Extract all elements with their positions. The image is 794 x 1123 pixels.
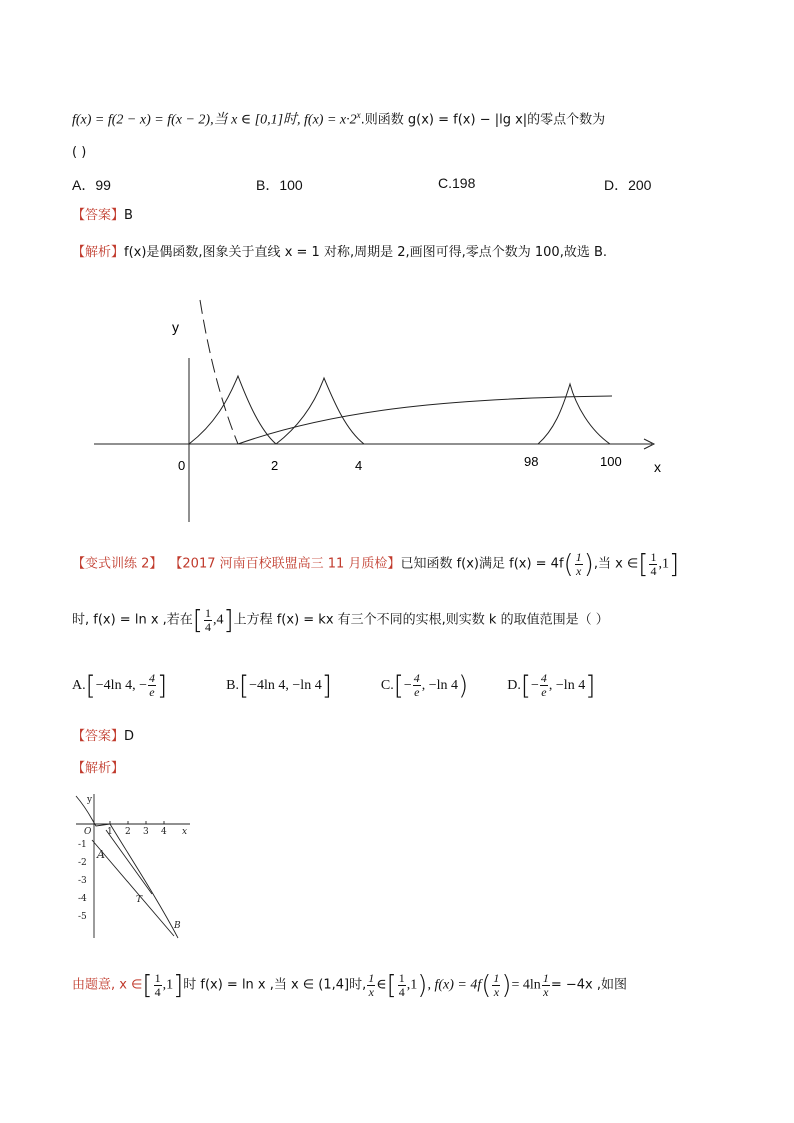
graph2-point-b: B [174, 921, 181, 931]
q2-answer-value: D [124, 729, 135, 744]
graph1-peak-3 [538, 384, 610, 444]
last-line-e: = 4ln [511, 977, 541, 993]
graph2-origin: O [84, 827, 92, 837]
graph1-y-label: y [172, 319, 179, 335]
q2-stem-a: 已知函数 f(x)满足 f(x) = 4f [400, 556, 564, 572]
q1-analysis-text: f(x)是偶函数,图象关于直线 x = 1 对称,周期是 2,画图可得,零点个数为 100,故选 B. [124, 245, 608, 260]
graph2-x-tick-2: 2 [125, 827, 131, 837]
graph2-x-tick-3: 3 [143, 827, 149, 837]
graph1-peak-2 [276, 378, 364, 444]
graph1-tick-0: 0 [178, 458, 186, 473]
q2-option-b: B.[−4ln 4, −ln 4] [226, 670, 332, 701]
last-line: 由题意, x ∈[ $\frac{1}{4}$ ,1]时 f(x) = ln x ,当 x ∈ (1,4]时, $\frac{1}{x}$ ∈[ $\frac{1}{4}$ ,1), f(x) = 4f( $\frac{1}{x}$ )= 4ln $\frac{1}{x}$ = −4x ,如图 [72, 970, 627, 1001]
q2-line2-b: 上方程 f(x) = kx 有三个不同的实根,则实数 k 的取值范围是（ ） [233, 612, 609, 628]
q1-stem-exponent: x [356, 110, 361, 120]
q1-answer-label: 【答案】 [72, 208, 125, 223]
q2-option-d: D.[− $\frac{4}{e}$ , −ln 4] [507, 670, 596, 701]
q2-option-c: C.[− $\frac{4}{e}$ , −ln 4) [380, 670, 469, 701]
graph1-tick-100: 100 [600, 454, 622, 469]
q2-stem-line2: 时, f(x) = ln x ,若在[ $\frac{1}{4}$ ,4]上方程 f(x) = kx 有三个不同的实根,则实数 k 的取值范围是（ ） [72, 605, 609, 636]
graph2-point-t: T [136, 895, 143, 905]
graph1-tick-98: 98 [524, 454, 539, 469]
graph2-y-tick-4: -4 [78, 894, 87, 904]
q1-stem-suffix: .则函数 g(x) = f(x) − |lg x|的零点个数为 [360, 112, 606, 128]
graph2-curve [76, 796, 178, 938]
q1-stem [72, 105, 605, 131]
graph2-x-tick-1: 1 [107, 827, 113, 837]
q2-options [72, 672, 595, 699]
last-line-f: = −4x ,如图 [550, 977, 627, 993]
last-line-c: ∈ [376, 977, 387, 993]
graph2-tangent [106, 830, 152, 894]
graph1-x-label: x [654, 459, 661, 475]
graph1-peak-1 [189, 376, 276, 444]
q1-option-d: D．200 [604, 177, 652, 193]
q2-frac-1-over-x: $\frac{1}{x}$ [575, 550, 582, 578]
graph2-y-tick-2: -2 [78, 858, 87, 868]
last-line-a: 由题意, x ∈ [72, 977, 143, 993]
graph-2 [70, 790, 200, 950]
q1-option-c: C.198 [438, 175, 476, 191]
graph2-y-tick-1: -1 [78, 840, 87, 850]
q1-stem-prefix: f(x) = f(2 − x) = f(x − 2),当 x ∈ [0,1]时, f(x) = x·2 [72, 112, 357, 128]
q2-label: 【变式训练 2】 [72, 556, 163, 572]
q2-analysis-label: 【解析】 [72, 761, 125, 776]
q1-answer-value: B [124, 208, 133, 223]
q1-option-b: B．100 [256, 177, 303, 193]
q2-source: 【2017 河南百校联盟高三 11 月质检】 [169, 556, 401, 572]
q2-answer-label: 【答案】 [72, 729, 125, 744]
graph2-point-a: A [97, 848, 105, 861]
q2-analysis [72, 759, 124, 779]
q2-line2-frac: $\frac{1}{4}$ [204, 606, 211, 634]
graph1-dashed-curve [200, 300, 238, 444]
q2-stem-line1: 【变式训练 2】 【2017 河南百校联盟高三 11 月质检】已知函数 f(x)满足 f(x) = 4f( $\frac{1}{x}$ ),当 x ∈[ $\frac{1}{4}$ ,1] [72, 549, 680, 580]
graph2-y-tick-5: -5 [78, 912, 87, 922]
graph1-tick-4: 4 [355, 458, 363, 473]
graph2-y-axis-label: y [87, 795, 93, 805]
graph2-y-tick-3: -3 [78, 876, 87, 886]
q2-interval-end-1: ,1 [658, 556, 669, 572]
last-line-d: , f(x) = 4f [427, 977, 482, 993]
last-line-b: 时 f(x) = ln x ,当 x ∈ (1,4]时, [183, 977, 367, 993]
graph-1 [80, 290, 680, 530]
q2-option-a: A.[−4ln 4, − $\frac{4}{e}$ ] [72, 670, 168, 701]
q2-line2-a: 时, f(x) = ln x ,若在 [72, 612, 193, 628]
q1-answer [72, 206, 133, 226]
graph2-x-label: x [182, 827, 188, 837]
q2-answer [72, 727, 134, 747]
q1-paren: ( ) [72, 145, 87, 160]
graph2-x-tick-4: 4 [161, 827, 167, 837]
q2-frac-1-over-4: $\frac{1}{4}$ [650, 550, 657, 578]
q1-option-a: A．99 [72, 177, 111, 193]
q2-stem-b: ,当 x ∈ [593, 556, 639, 572]
q2-interval-end-4: ,4 [212, 612, 224, 628]
q1-analysis-label: 【解析】 [72, 245, 125, 260]
graph1-tick-2: 2 [271, 458, 279, 473]
q1-analysis [72, 243, 607, 263]
